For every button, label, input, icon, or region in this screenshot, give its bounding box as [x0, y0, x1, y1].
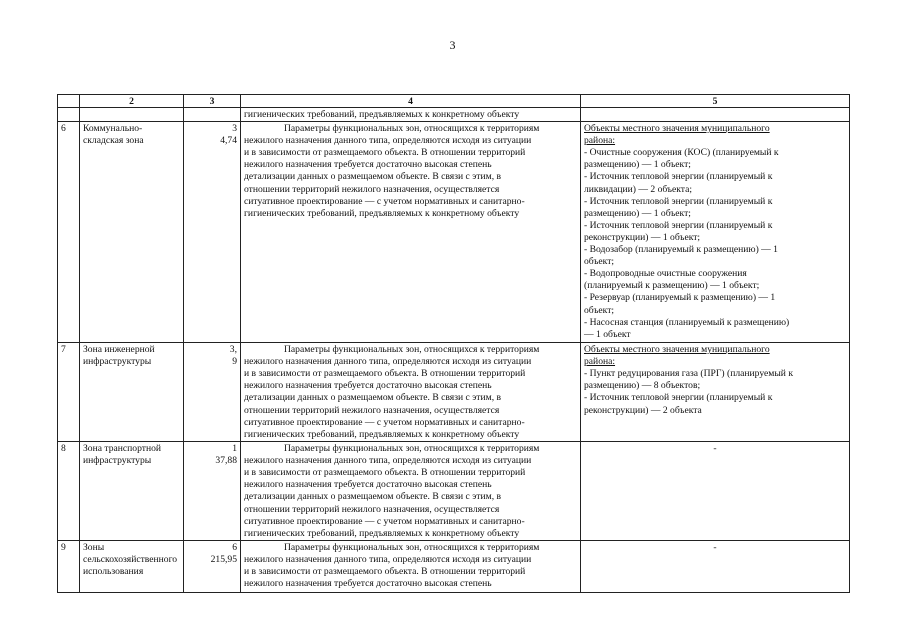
header-cell-4: 4	[241, 95, 581, 108]
header-cell-1	[58, 95, 80, 108]
table-row	[58, 343, 850, 442]
header-cell-2: 2	[80, 95, 184, 108]
row-number: 6	[58, 122, 80, 343]
zone-name: Коммунально- складская зона	[80, 122, 184, 343]
continuation-empty-2	[80, 108, 184, 122]
table-header-row	[58, 95, 850, 108]
zone-name: Зона инженерной инфраструктуры	[80, 343, 184, 442]
zone-value: 3, 9	[184, 343, 241, 442]
row-number: 7	[58, 343, 80, 442]
zone-name: Зона транспортной инфраструктуры	[80, 442, 184, 541]
functional-zones-table	[57, 94, 850, 593]
header-cell-3: 3	[184, 95, 241, 108]
row-number: 8	[58, 442, 80, 541]
continuation-empty-3	[184, 108, 241, 122]
zone-parameters: Параметры функциональных зон, относящихся к территориям нежилого назначения данного типа, определяются исходя из ситуации и в зависимости от размещаемого объекта. В отношении территорий нежилого назначения требуется достаточно высокая степень	[241, 541, 581, 593]
zone-value: 6 215,95	[184, 541, 241, 593]
zone-parameters: Параметры функциональных зон, относящихся к территориям нежилого назначения данного типа, определяются исходя из ситуации и в зависимости от размещаемого объекта. В отношении территорий нежилого назначения требуется достаточно высокая степень детализации данных о размещаемом объекте. В связи с этим, в отношении территорий нежилого назначения, осуществляется ситуативное проектирование — с учетом нормативных и санитарно- гигиенических требований, предъявляемых к конкретному объекту	[241, 343, 581, 442]
zone-objects: -	[581, 442, 850, 541]
header-cell-5: 5	[581, 95, 850, 108]
zone-parameters: Параметры функциональных зон, относящихся к территориям нежилого назначения данного типа, определяются исходя из ситуации и в зависимости от размещаемого объекта. В отношении территорий нежилого назначения требуется достаточно высокая степень детализации данных о размещаемом объекте. В связи с этим, в отношении территорий нежилого назначения, осуществляется ситуативное проектирование — с учетом нормативных и санитарно- гигиенических требований, предъявляемых к конкретному объекту	[241, 442, 581, 541]
continuation-params: гигиенических требований, предъявляемых к конкретному объекту	[241, 108, 581, 122]
zone-name: Зоны сельскохозяйственного использования	[80, 541, 184, 593]
zone-value: 3 4,74	[184, 122, 241, 343]
table-row	[58, 541, 850, 593]
zone-objects: -	[581, 541, 850, 593]
zone-objects: Объекты местного значения муниципального района: - Пункт редуцирования газа (ПРГ) (планируемый к размещению) — 8 объектов; - Источник тепловой энергии (планируемый к реконструкции) — 2 объекта	[581, 343, 850, 442]
table-row	[58, 442, 850, 541]
continuation-row	[58, 108, 850, 122]
continuation-empty-1	[58, 108, 80, 122]
zone-value: 1 37,88	[184, 442, 241, 541]
zone-objects: Объекты местного значения муниципального района: - Очистные сооружения (КОС) (планируемый к размещению) — 1 объект; - Источник тепловой энергии (планируемый к ликвидации) — 2 объекта; - Источник тепловой энергии (планируемый к размещению) — 1 объект; - Источник тепловой энергии (планируемый к реконструкции) — 1 объект; - Водозабор (планируемый к размещению) — 1 объект; - Водопроводные очистные сооружения (планируемый к размещению) — 1 объект; - Резервуар (планируемый к размещению) — 1 объект; - Насосная станция (планируемый к размещению) — 1 объект	[581, 122, 850, 343]
row-number: 9	[58, 541, 80, 593]
zone-parameters: Параметры функциональных зон, относящихся к территориям нежилого назначения данного типа, определяются исходя из ситуации и в зависимости от размещаемого объекта. В отношении территорий нежилого назначения требуется достаточно высокая степень детализации данных о размещаемом объекте. В связи с этим, в отношении территорий нежилого назначения, осуществляется ситуативное проектирование — с учетом нормативных и санитарно- гигиенических требований, предъявляемых к конкретному объекту	[241, 122, 581, 343]
table-row	[58, 122, 850, 343]
page-number: 3	[449, 38, 456, 52]
continuation-empty-5	[581, 108, 850, 122]
